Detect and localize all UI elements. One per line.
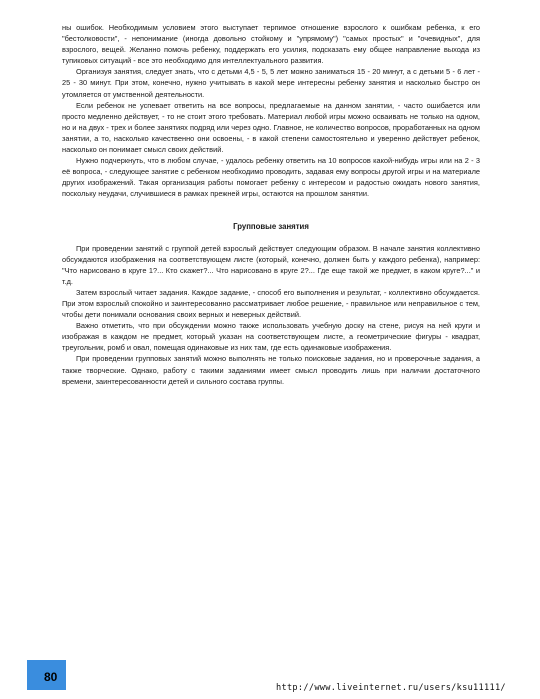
paragraph: Если ребенок не успевает ответить на все вопросы, предлагаемые на данном занятии, - часто ошибается или просто медленно действует, - то не стоит этого требовать. Материал любой игры можно осваивать не только на одном, но и на двух - трех и более занятиях подряд или через одно. Главное, не количество вопросов, проработанных на одном занятии, а то, насколько качественно они освоены, - в какой степени самостоятельно и уверенно действует ребенок, насколько он понимает смысл своих действий. [62,100,480,155]
paragraph: При проведении занятий с группой детей взрослый действует следующим образом. В начале занятия коллективно обсуждаются изображения на соответствующем листе (который, конечно, должен быть у каждого ребенка), например: "Что нарисовано в круге 1?... Кто скажет?... Что нарисовано в круге 2?... Где еще такой же предмет, в каком круге?..." и т.д. [62,243,480,286]
page-body [62,22,480,387]
footer-url: http://www.liveinternet.ru/users/ksu11111/ [276,683,506,693]
paragraph: Важно отметить, что при обсуждении можно также использовать учебную доску на стене, рисуя на ней круги и изображая в каждом не предмет, который указан на соответствующем листе, а геометрические фигуры - квадрат, треугольник, ромб и овал, помещая одинаковые из них там, где есть одинаковые изображения. [62,321,480,353]
paragraph: Нужно подчеркнуть, что в любом случае, - удалось ребенку ответить на 10 вопросов какой-нибудь игры или на 2 - 3 её вопроса, - следующее занятие с ребенком необходимо проводить, задавая ему вопросы другой игры и на материале других изображений. Такая организация работы помогает ребенку с интересом и радостью ожидать нового занятия, поскольку неудачи, случившиеся в рамках прежней игры, остаются на прошлом занятии. [62,156,480,199]
paragraph: При проведении групповых занятий можно выполнять не только поисковые задания, но и проверочные задания, а также творческие. Однако, работу с такими заданиями имеет смысл проводить лишь при наличии достаточного времени, заинтересованности детей и сильного состава группы. [62,354,480,386]
paragraph: ны ошибок. Необходимым условием этого выступает терпимое отношение взрослого к ошибкам ребенка, к его "бестолковости", - непонимание (иногда довольно стойкому и "упрямому") "самых простых" и "очевидных", для взрослого, вещей. Желанно помочь ребенку, поддержать его усилия, подсказать ему общее направление выхода из тупиковых ситуаций - все это необходимо для интеллектуального развития. [62,23,480,66]
paragraph: Организуя занятия, следует знать, что с детьми 4,5 - 5, 5 лет можно заниматься 15 - 20 минут, а с детьми 5 - 6 лет - 25 - 30 минут. При этом, конечно, нужно учитывать в какой мере интересны ребенку занятия и насколько быстро он утомляется от умственной деятельности. [62,67,480,99]
paragraph: Затем взрослый читает задания. Каждое задание, - способ его выполнения и результат, - коллективно обсуждается. При этом взрослый спокойно и заинтересованно рассматривает любое решение, - правильное или неправильное с тем, чтобы дети понимали основания своих верных и неверных действий. [62,287,480,320]
page-number: 80 [44,670,58,684]
section-heading: Групповые занятия [233,221,309,231]
